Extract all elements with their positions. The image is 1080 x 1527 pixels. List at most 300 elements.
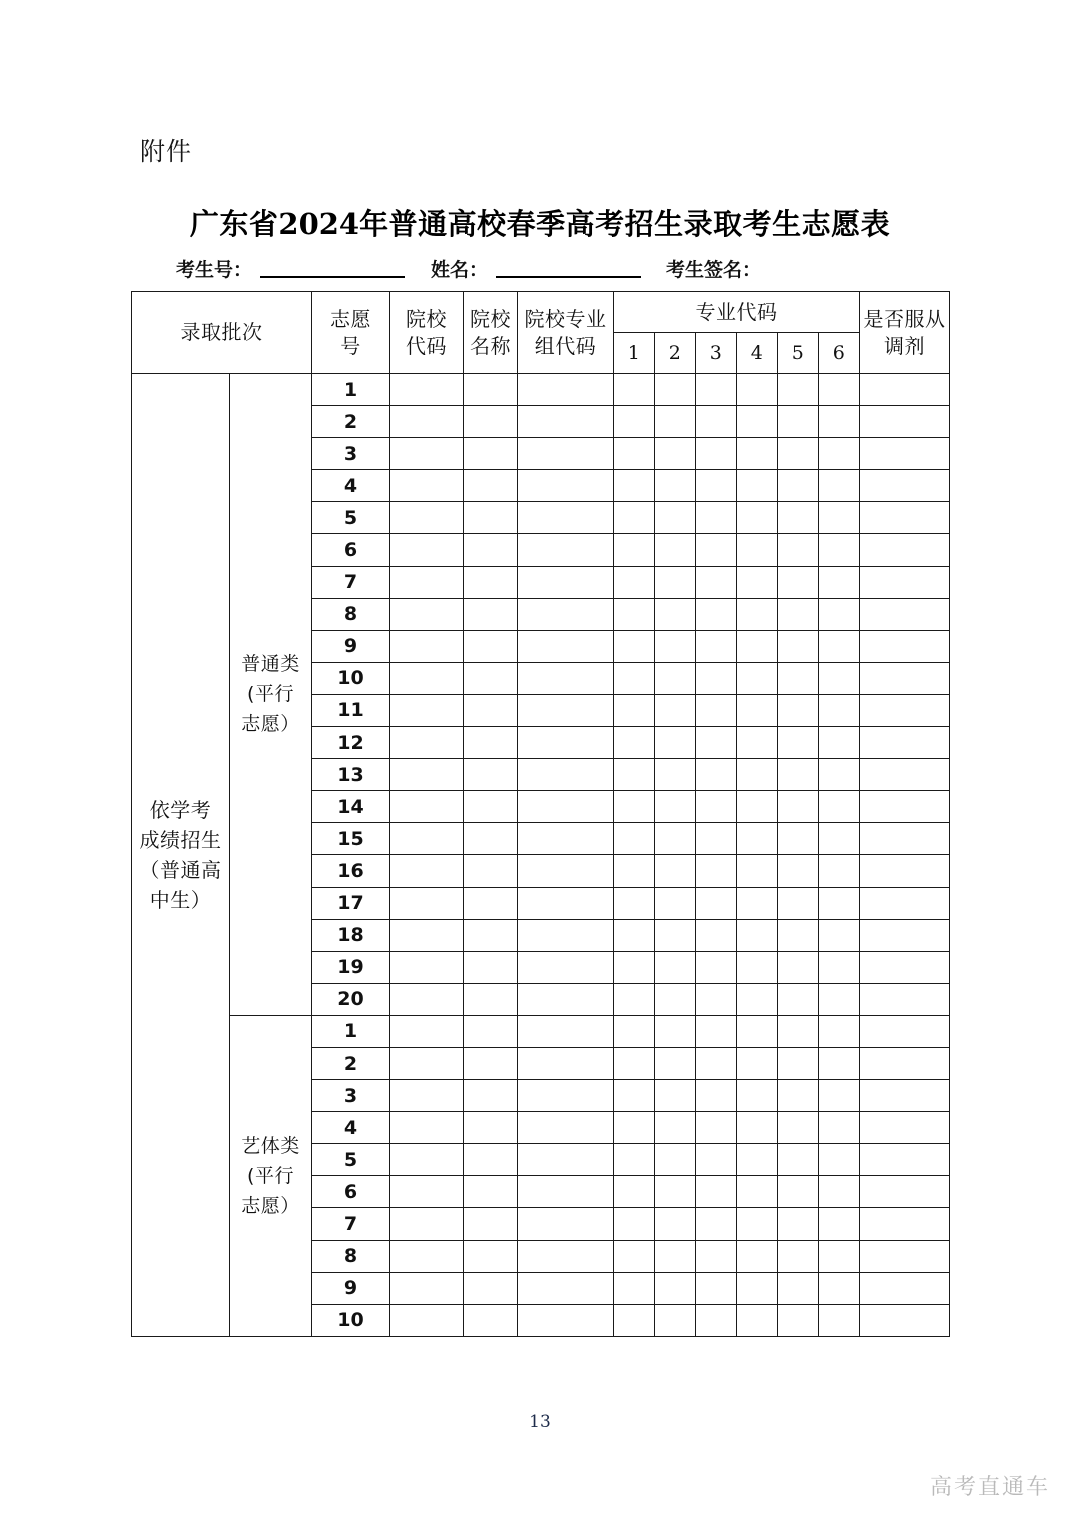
cell-obey-adjustment[interactable] (860, 1047, 950, 1079)
cell-major-code-2[interactable] (655, 1304, 696, 1336)
cell-major-code-3[interactable] (696, 374, 737, 406)
cell-major-code-2[interactable] (655, 1208, 696, 1240)
cell-institution-code[interactable] (390, 1080, 464, 1112)
cell-major-code-2[interactable] (655, 791, 696, 823)
cell-major-code-5[interactable] (778, 1047, 819, 1079)
cell-major-code-6[interactable] (819, 406, 860, 438)
cell-institution-code[interactable] (390, 951, 464, 983)
cell-major-code-3[interactable] (696, 951, 737, 983)
cell-major-code-6[interactable] (819, 823, 860, 855)
cell-major-group-code[interactable] (518, 470, 614, 502)
cell-major-code-2[interactable] (655, 694, 696, 726)
cell-obey-adjustment[interactable] (860, 759, 950, 791)
cell-major-code-4[interactable] (737, 470, 778, 502)
candidate-number-blank[interactable] (260, 275, 405, 278)
cell-obey-adjustment[interactable] (860, 470, 950, 502)
cell-major-code-3[interactable] (696, 1047, 737, 1079)
cell-major-code-2[interactable] (655, 1272, 696, 1304)
cell-major-code-2[interactable] (655, 438, 696, 470)
cell-obey-adjustment[interactable] (860, 662, 950, 694)
cell-major-code-1[interactable] (614, 1304, 655, 1336)
cell-major-code-1[interactable] (614, 438, 655, 470)
cell-major-code-4[interactable] (737, 1272, 778, 1304)
cell-major-group-code[interactable] (518, 727, 614, 759)
cell-major-code-1[interactable] (614, 919, 655, 951)
cell-major-code-1[interactable] (614, 1240, 655, 1272)
cell-major-code-6[interactable] (819, 759, 860, 791)
cell-institution-name[interactable] (464, 694, 518, 726)
cell-major-group-code[interactable] (518, 374, 614, 406)
cell-major-code-5[interactable] (778, 983, 819, 1015)
cell-obey-adjustment[interactable] (860, 1176, 950, 1208)
cell-major-code-3[interactable] (696, 1208, 737, 1240)
cell-institution-name[interactable] (464, 1304, 518, 1336)
cell-major-code-2[interactable] (655, 1176, 696, 1208)
cell-institution-code[interactable] (390, 823, 464, 855)
cell-obey-adjustment[interactable] (860, 983, 950, 1015)
cell-obey-adjustment[interactable] (860, 919, 950, 951)
cell-major-code-4[interactable] (737, 1080, 778, 1112)
cell-major-code-3[interactable] (696, 598, 737, 630)
cell-major-code-3[interactable] (696, 1304, 737, 1336)
cell-major-code-5[interactable] (778, 406, 819, 438)
cell-major-code-6[interactable] (819, 630, 860, 662)
cell-obey-adjustment[interactable] (860, 791, 950, 823)
cell-major-group-code[interactable] (518, 1176, 614, 1208)
cell-major-code-5[interactable] (778, 1272, 819, 1304)
cell-obey-adjustment[interactable] (860, 727, 950, 759)
cell-major-code-4[interactable] (737, 919, 778, 951)
cell-institution-name[interactable] (464, 598, 518, 630)
cell-major-code-1[interactable] (614, 1047, 655, 1079)
cell-institution-code[interactable] (390, 438, 464, 470)
cell-institution-code[interactable] (390, 694, 464, 726)
cell-obey-adjustment[interactable] (860, 598, 950, 630)
cell-major-code-3[interactable] (696, 438, 737, 470)
cell-major-code-6[interactable] (819, 1176, 860, 1208)
cell-major-code-4[interactable] (737, 823, 778, 855)
cell-major-code-5[interactable] (778, 662, 819, 694)
cell-major-code-4[interactable] (737, 1112, 778, 1144)
cell-institution-code[interactable] (390, 1047, 464, 1079)
cell-institution-name[interactable] (464, 374, 518, 406)
cell-major-code-6[interactable] (819, 694, 860, 726)
cell-major-code-4[interactable] (737, 598, 778, 630)
cell-major-code-5[interactable] (778, 1080, 819, 1112)
cell-institution-name[interactable] (464, 1208, 518, 1240)
cell-major-code-5[interactable] (778, 502, 819, 534)
cell-obey-adjustment[interactable] (860, 406, 950, 438)
cell-major-code-5[interactable] (778, 470, 819, 502)
candidate-name-blank[interactable] (496, 275, 641, 278)
cell-institution-code[interactable] (390, 470, 464, 502)
cell-major-code-3[interactable] (696, 694, 737, 726)
cell-major-code-4[interactable] (737, 727, 778, 759)
cell-major-group-code[interactable] (518, 951, 614, 983)
cell-major-code-6[interactable] (819, 727, 860, 759)
cell-major-code-6[interactable] (819, 983, 860, 1015)
cell-major-code-4[interactable] (737, 694, 778, 726)
cell-major-code-3[interactable] (696, 919, 737, 951)
cell-institution-code[interactable] (390, 1208, 464, 1240)
cell-major-code-5[interactable] (778, 1112, 819, 1144)
cell-major-group-code[interactable] (518, 438, 614, 470)
cell-institution-name[interactable] (464, 887, 518, 919)
cell-major-group-code[interactable] (518, 1015, 614, 1047)
cell-institution-code[interactable] (390, 791, 464, 823)
cell-major-group-code[interactable] (518, 630, 614, 662)
cell-major-code-1[interactable] (614, 1176, 655, 1208)
cell-major-code-3[interactable] (696, 983, 737, 1015)
cell-major-code-4[interactable] (737, 1176, 778, 1208)
cell-major-code-1[interactable] (614, 1272, 655, 1304)
cell-major-code-5[interactable] (778, 951, 819, 983)
cell-major-code-5[interactable] (778, 534, 819, 566)
cell-major-code-2[interactable] (655, 727, 696, 759)
cell-major-code-1[interactable] (614, 374, 655, 406)
cell-major-code-4[interactable] (737, 1015, 778, 1047)
cell-institution-name[interactable] (464, 855, 518, 887)
cell-major-code-6[interactable] (819, 598, 860, 630)
cell-major-code-6[interactable] (819, 1112, 860, 1144)
cell-institution-code[interactable] (390, 887, 464, 919)
cell-major-code-6[interactable] (819, 1208, 860, 1240)
cell-major-code-5[interactable] (778, 374, 819, 406)
cell-institution-code[interactable] (390, 759, 464, 791)
cell-major-code-2[interactable] (655, 1015, 696, 1047)
cell-institution-code[interactable] (390, 1272, 464, 1304)
cell-major-code-2[interactable] (655, 1047, 696, 1079)
cell-institution-name[interactable] (464, 534, 518, 566)
cell-obey-adjustment[interactable] (860, 438, 950, 470)
cell-major-code-2[interactable] (655, 374, 696, 406)
cell-major-code-2[interactable] (655, 823, 696, 855)
cell-major-code-4[interactable] (737, 887, 778, 919)
cell-major-code-4[interactable] (737, 1144, 778, 1176)
cell-major-code-3[interactable] (696, 823, 737, 855)
cell-major-code-6[interactable] (819, 1015, 860, 1047)
cell-major-code-3[interactable] (696, 470, 737, 502)
cell-major-code-4[interactable] (737, 374, 778, 406)
cell-major-code-1[interactable] (614, 470, 655, 502)
cell-major-code-5[interactable] (778, 791, 819, 823)
cell-major-code-2[interactable] (655, 502, 696, 534)
cell-institution-code[interactable] (390, 630, 464, 662)
cell-institution-name[interactable] (464, 1112, 518, 1144)
cell-major-code-6[interactable] (819, 951, 860, 983)
cell-institution-name[interactable] (464, 1015, 518, 1047)
cell-obey-adjustment[interactable] (860, 630, 950, 662)
cell-institution-code[interactable] (390, 598, 464, 630)
cell-major-code-5[interactable] (778, 1015, 819, 1047)
cell-major-code-1[interactable] (614, 1112, 655, 1144)
cell-major-code-1[interactable] (614, 694, 655, 726)
cell-institution-code[interactable] (390, 662, 464, 694)
cell-major-code-2[interactable] (655, 1112, 696, 1144)
cell-major-code-4[interactable] (737, 983, 778, 1015)
cell-major-code-4[interactable] (737, 662, 778, 694)
cell-major-code-4[interactable] (737, 791, 778, 823)
cell-major-code-5[interactable] (778, 855, 819, 887)
cell-major-code-1[interactable] (614, 1208, 655, 1240)
cell-obey-adjustment[interactable] (860, 1015, 950, 1047)
cell-major-code-1[interactable] (614, 1015, 655, 1047)
cell-major-code-1[interactable] (614, 1144, 655, 1176)
cell-major-code-3[interactable] (696, 887, 737, 919)
cell-major-code-4[interactable] (737, 1208, 778, 1240)
cell-major-code-3[interactable] (696, 1144, 737, 1176)
cell-obey-adjustment[interactable] (860, 855, 950, 887)
cell-major-code-6[interactable] (819, 1304, 860, 1336)
cell-institution-name[interactable] (464, 1240, 518, 1272)
cell-major-code-3[interactable] (696, 1272, 737, 1304)
cell-major-code-1[interactable] (614, 406, 655, 438)
cell-institution-code[interactable] (390, 1015, 464, 1047)
cell-major-code-2[interactable] (655, 951, 696, 983)
cell-institution-name[interactable] (464, 406, 518, 438)
cell-major-code-3[interactable] (696, 502, 737, 534)
cell-major-group-code[interactable] (518, 823, 614, 855)
cell-major-code-2[interactable] (655, 630, 696, 662)
cell-institution-name[interactable] (464, 630, 518, 662)
cell-major-code-5[interactable] (778, 438, 819, 470)
cell-major-group-code[interactable] (518, 887, 614, 919)
cell-major-code-1[interactable] (614, 791, 655, 823)
cell-major-code-1[interactable] (614, 502, 655, 534)
cell-major-code-5[interactable] (778, 566, 819, 598)
cell-major-group-code[interactable] (518, 1304, 614, 1336)
cell-major-code-5[interactable] (778, 759, 819, 791)
cell-major-code-1[interactable] (614, 566, 655, 598)
cell-obey-adjustment[interactable] (860, 1080, 950, 1112)
cell-institution-name[interactable] (464, 470, 518, 502)
cell-obey-adjustment[interactable] (860, 502, 950, 534)
cell-major-code-5[interactable] (778, 727, 819, 759)
cell-institution-name[interactable] (464, 438, 518, 470)
cell-major-code-3[interactable] (696, 534, 737, 566)
cell-obey-adjustment[interactable] (860, 1144, 950, 1176)
cell-major-code-6[interactable] (819, 1272, 860, 1304)
cell-institution-code[interactable] (390, 502, 464, 534)
cell-obey-adjustment[interactable] (860, 1304, 950, 1336)
cell-major-code-5[interactable] (778, 1144, 819, 1176)
cell-obey-adjustment[interactable] (860, 823, 950, 855)
cell-major-group-code[interactable] (518, 1208, 614, 1240)
cell-major-code-5[interactable] (778, 1208, 819, 1240)
cell-major-group-code[interactable] (518, 1047, 614, 1079)
cell-major-group-code[interactable] (518, 1240, 614, 1272)
cell-major-code-2[interactable] (655, 534, 696, 566)
cell-major-code-2[interactable] (655, 1080, 696, 1112)
cell-institution-code[interactable] (390, 406, 464, 438)
cell-major-code-3[interactable] (696, 1015, 737, 1047)
cell-major-group-code[interactable] (518, 598, 614, 630)
cell-major-code-1[interactable] (614, 951, 655, 983)
cell-major-code-6[interactable] (819, 470, 860, 502)
cell-major-code-5[interactable] (778, 1304, 819, 1336)
cell-institution-code[interactable] (390, 534, 464, 566)
cell-institution-name[interactable] (464, 1144, 518, 1176)
cell-institution-code[interactable] (390, 727, 464, 759)
cell-major-code-6[interactable] (819, 791, 860, 823)
cell-major-code-5[interactable] (778, 919, 819, 951)
cell-major-code-6[interactable] (819, 662, 860, 694)
cell-major-code-4[interactable] (737, 406, 778, 438)
cell-major-code-3[interactable] (696, 727, 737, 759)
cell-major-code-6[interactable] (819, 1080, 860, 1112)
cell-major-code-2[interactable] (655, 470, 696, 502)
cell-major-code-1[interactable] (614, 887, 655, 919)
cell-obey-adjustment[interactable] (860, 694, 950, 726)
cell-major-group-code[interactable] (518, 983, 614, 1015)
cell-major-code-6[interactable] (819, 919, 860, 951)
cell-major-code-3[interactable] (696, 791, 737, 823)
cell-major-code-3[interactable] (696, 1080, 737, 1112)
cell-major-group-code[interactable] (518, 1112, 614, 1144)
cell-major-group-code[interactable] (518, 919, 614, 951)
cell-institution-code[interactable] (390, 919, 464, 951)
cell-major-code-3[interactable] (696, 630, 737, 662)
cell-major-code-5[interactable] (778, 598, 819, 630)
cell-major-code-2[interactable] (655, 759, 696, 791)
cell-major-code-6[interactable] (819, 502, 860, 534)
cell-major-code-1[interactable] (614, 534, 655, 566)
cell-obey-adjustment[interactable] (860, 1240, 950, 1272)
cell-major-code-1[interactable] (614, 759, 655, 791)
cell-institution-code[interactable] (390, 566, 464, 598)
cell-major-code-1[interactable] (614, 662, 655, 694)
cell-major-code-3[interactable] (696, 406, 737, 438)
cell-major-code-1[interactable] (614, 1080, 655, 1112)
cell-obey-adjustment[interactable] (860, 534, 950, 566)
cell-major-code-2[interactable] (655, 855, 696, 887)
cell-major-code-6[interactable] (819, 534, 860, 566)
cell-major-group-code[interactable] (518, 534, 614, 566)
cell-major-code-5[interactable] (778, 630, 819, 662)
cell-major-code-3[interactable] (696, 662, 737, 694)
cell-major-code-6[interactable] (819, 887, 860, 919)
cell-major-code-1[interactable] (614, 598, 655, 630)
cell-major-code-2[interactable] (655, 919, 696, 951)
cell-major-code-4[interactable] (737, 1304, 778, 1336)
cell-major-code-6[interactable] (819, 566, 860, 598)
cell-obey-adjustment[interactable] (860, 887, 950, 919)
cell-major-group-code[interactable] (518, 566, 614, 598)
cell-institution-name[interactable] (464, 1176, 518, 1208)
cell-institution-name[interactable] (464, 759, 518, 791)
cell-institution-name[interactable] (464, 1080, 518, 1112)
cell-major-code-2[interactable] (655, 406, 696, 438)
cell-major-code-4[interactable] (737, 534, 778, 566)
cell-major-group-code[interactable] (518, 1272, 614, 1304)
cell-institution-name[interactable] (464, 1047, 518, 1079)
cell-institution-code[interactable] (390, 1112, 464, 1144)
cell-major-code-3[interactable] (696, 759, 737, 791)
cell-major-code-6[interactable] (819, 374, 860, 406)
cell-major-code-6[interactable] (819, 1144, 860, 1176)
cell-institution-code[interactable] (390, 374, 464, 406)
cell-major-code-2[interactable] (655, 1144, 696, 1176)
cell-institution-name[interactable] (464, 791, 518, 823)
cell-major-code-3[interactable] (696, 1240, 737, 1272)
cell-institution-code[interactable] (390, 983, 464, 1015)
cell-major-group-code[interactable] (518, 662, 614, 694)
cell-major-code-2[interactable] (655, 662, 696, 694)
cell-institution-code[interactable] (390, 855, 464, 887)
cell-major-group-code[interactable] (518, 759, 614, 791)
cell-major-group-code[interactable] (518, 855, 614, 887)
cell-major-code-5[interactable] (778, 1176, 819, 1208)
cell-institution-name[interactable] (464, 919, 518, 951)
cell-major-code-5[interactable] (778, 887, 819, 919)
cell-institution-name[interactable] (464, 823, 518, 855)
cell-obey-adjustment[interactable] (860, 1272, 950, 1304)
cell-major-code-5[interactable] (778, 694, 819, 726)
cell-obey-adjustment[interactable] (860, 951, 950, 983)
cell-major-code-4[interactable] (737, 1047, 778, 1079)
cell-major-code-4[interactable] (737, 759, 778, 791)
cell-institution-name[interactable] (464, 727, 518, 759)
cell-institution-name[interactable] (464, 951, 518, 983)
cell-major-code-6[interactable] (819, 1047, 860, 1079)
cell-major-code-3[interactable] (696, 1176, 737, 1208)
cell-obey-adjustment[interactable] (860, 566, 950, 598)
cell-major-code-4[interactable] (737, 1240, 778, 1272)
cell-institution-code[interactable] (390, 1144, 464, 1176)
cell-major-group-code[interactable] (518, 791, 614, 823)
cell-major-code-4[interactable] (737, 438, 778, 470)
cell-major-code-2[interactable] (655, 887, 696, 919)
cell-institution-code[interactable] (390, 1176, 464, 1208)
cell-major-code-3[interactable] (696, 855, 737, 887)
cell-major-code-4[interactable] (737, 502, 778, 534)
cell-major-code-4[interactable] (737, 951, 778, 983)
cell-major-group-code[interactable] (518, 1144, 614, 1176)
cell-major-group-code[interactable] (518, 502, 614, 534)
cell-major-group-code[interactable] (518, 1080, 614, 1112)
cell-major-code-1[interactable] (614, 727, 655, 759)
cell-major-code-1[interactable] (614, 855, 655, 887)
cell-major-code-1[interactable] (614, 630, 655, 662)
cell-major-code-2[interactable] (655, 598, 696, 630)
cell-major-code-6[interactable] (819, 855, 860, 887)
cell-obey-adjustment[interactable] (860, 374, 950, 406)
cell-major-code-2[interactable] (655, 983, 696, 1015)
cell-institution-name[interactable] (464, 502, 518, 534)
cell-obey-adjustment[interactable] (860, 1112, 950, 1144)
cell-major-code-4[interactable] (737, 566, 778, 598)
cell-institution-code[interactable] (390, 1240, 464, 1272)
cell-institution-name[interactable] (464, 1272, 518, 1304)
cell-major-code-4[interactable] (737, 855, 778, 887)
cell-institution-name[interactable] (464, 566, 518, 598)
cell-institution-code[interactable] (390, 1304, 464, 1336)
cell-institution-name[interactable] (464, 662, 518, 694)
cell-major-code-6[interactable] (819, 438, 860, 470)
cell-major-code-1[interactable] (614, 823, 655, 855)
cell-major-code-5[interactable] (778, 1240, 819, 1272)
cell-major-group-code[interactable] (518, 406, 614, 438)
cell-major-code-4[interactable] (737, 630, 778, 662)
cell-major-code-2[interactable] (655, 1240, 696, 1272)
cell-major-group-code[interactable] (518, 694, 614, 726)
cell-institution-name[interactable] (464, 983, 518, 1015)
cell-obey-adjustment[interactable] (860, 1208, 950, 1240)
cell-major-code-3[interactable] (696, 566, 737, 598)
cell-major-code-1[interactable] (614, 983, 655, 1015)
cell-major-code-5[interactable] (778, 823, 819, 855)
cell-major-code-3[interactable] (696, 1112, 737, 1144)
